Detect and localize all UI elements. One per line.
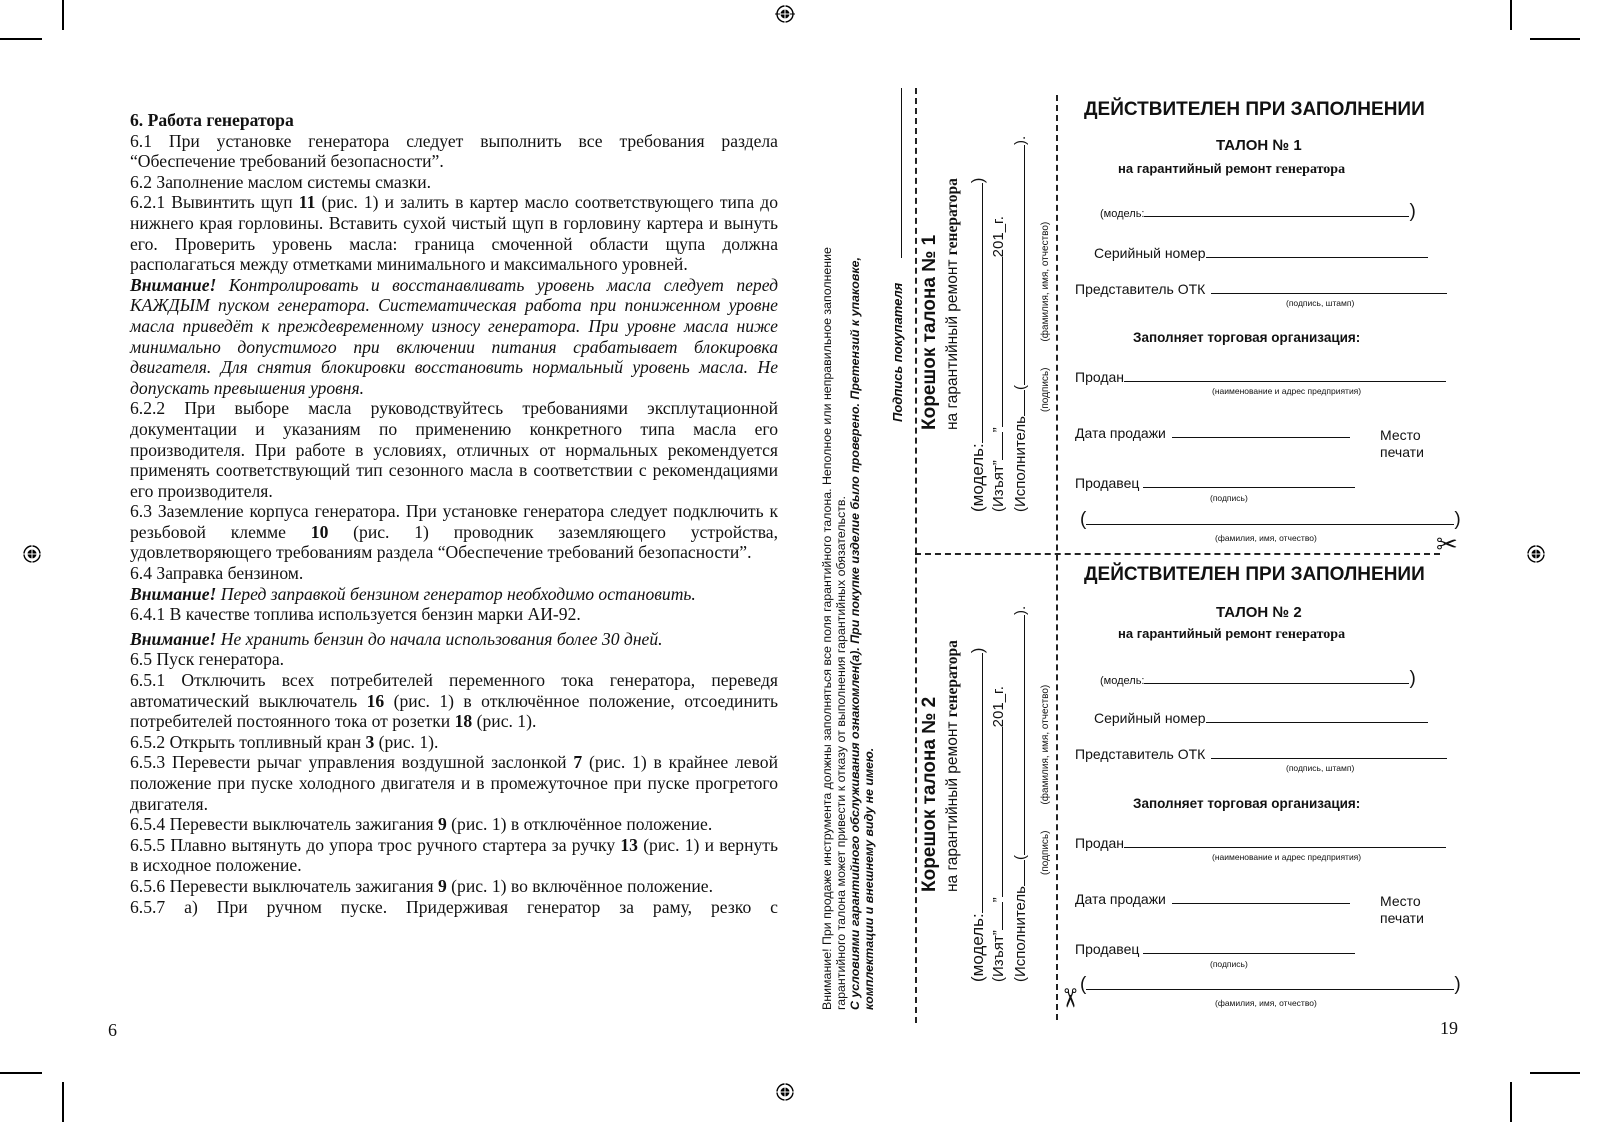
crop-mark — [62, 1082, 64, 1122]
paragraph — [130, 131, 778, 172]
buyer-signature-line — [901, 88, 902, 258]
stub-2-removed-row — [990, 686, 1007, 982]
stub-removed-label: (Изъят” — [990, 460, 1007, 512]
paragraph — [130, 835, 778, 876]
fill-line — [1211, 281, 1447, 294]
stamp-place — [1380, 427, 1424, 461]
stub-title: Корешок талона № 1 — [919, 234, 940, 430]
model-label: (модель: — [1100, 675, 1145, 687]
coupon-1 — [1060, 95, 1460, 550]
stub-quote: ” — [990, 427, 1007, 433]
otk-row — [1075, 746, 1447, 762]
crop-mark — [1530, 38, 1580, 40]
stub-1-model-row — [968, 178, 988, 512]
fill-line — [1012, 615, 1025, 855]
section-heading: 6. Работа генератора — [130, 110, 294, 130]
text: 6.2.1 Вывинтить щуп — [130, 192, 299, 213]
fio-open: ( — [1080, 509, 1087, 530]
warning-label: Внимание! — [130, 628, 217, 649]
sold-hint: (наименование и адрес предприятия) — [1212, 852, 1362, 862]
coupon-subtitle-product: генератора — [1275, 627, 1346, 642]
paragraph: 6.4 Заправка бензином. — [130, 563, 304, 584]
model-row — [1100, 201, 1416, 223]
fill-line — [1086, 512, 1454, 525]
otk-hint: (подпись, штамп) — [1286, 298, 1355, 308]
stamp-label: печати — [1380, 910, 1424, 926]
seller-row — [1075, 941, 1355, 957]
ref-number: 11 — [298, 192, 316, 213]
stub-model-label: (модель: — [968, 913, 987, 982]
ref-number: 13 — [620, 834, 638, 855]
stub-subtitle — [942, 640, 964, 892]
stub-model-close: ) — [968, 647, 987, 654]
coupon-header: ДЕЙСТВИТЕЛЕН ПРИ ЗАПОЛНЕНИИ — [1084, 99, 1425, 120]
ref-number: 10 — [310, 521, 329, 542]
fill-line — [1144, 671, 1409, 684]
crop-mark — [62, 0, 64, 30]
text: (рис. 1) проводник заземляющего устройства, удовлетворяющего требованиям раздела “Обеспечение требований безопасности”. — [130, 521, 779, 563]
stub-signature-hint: (подпись) — [1040, 367, 1051, 412]
warning-text: Перед заправкой бензином генератор необходимо остановить. — [216, 583, 696, 604]
stub-executor-paren: ( — [1012, 855, 1029, 861]
fio-row — [1080, 509, 1461, 531]
sale-date-label: Дата продажи — [1075, 891, 1166, 907]
coupon-header: ДЕЙСТВИТЕЛЕН ПРИ ЗАПОЛНЕНИИ — [1084, 564, 1425, 585]
fill-line — [1206, 710, 1428, 723]
paragraph — [130, 501, 778, 563]
stamp-label: Место — [1380, 427, 1421, 443]
stub-model-label: (модель: — [968, 443, 987, 512]
text: 6.5.4 Перевести выключатель зажигания — [130, 814, 438, 835]
sale-date-row — [1075, 891, 1350, 907]
model-close: ) — [1409, 668, 1416, 689]
fill-line — [1124, 835, 1446, 848]
ref-number: 18 — [454, 711, 473, 732]
stub-2-model-row — [968, 648, 988, 982]
warning-paragraph — [130, 275, 778, 399]
text: 6.5.6 Перевести выключатель зажигания — [130, 875, 438, 896]
registration-mark-icon — [775, 1082, 795, 1102]
text: (рис. 1) во включённое положение. — [446, 875, 713, 896]
seller-hint: (подпись) — [1210, 493, 1248, 503]
stub-1-removed-row — [990, 216, 1007, 512]
fill-line — [1144, 204, 1409, 217]
otk-label: Представитель ОТК — [1075, 746, 1206, 762]
serial-row — [1094, 710, 1428, 726]
cut-line — [915, 88, 917, 1023]
page-number-left: 6 — [108, 1020, 117, 1040]
stub-2 — [918, 640, 964, 892]
otk-label: Представитель ОТК — [1075, 281, 1206, 297]
crop-mark — [1510, 0, 1512, 30]
text: (рис. 1) в крайнее левой положение при пуске холодного двигателя и в промежуточное при пуске прогретого двигателя. — [130, 752, 778, 814]
model-close: ) — [1409, 201, 1416, 222]
fill-line — [1012, 145, 1025, 385]
fill-line — [1086, 977, 1454, 990]
fio-close: ) — [1454, 974, 1461, 995]
paragraph: 6.2 Заполнение маслом системы смазки. — [130, 171, 432, 192]
fill-line — [990, 432, 1003, 460]
paragraph — [130, 192, 778, 274]
stub-title: Корешок талона № 2 — [919, 696, 940, 892]
ref-number: 16 — [366, 690, 385, 711]
registration-mark-icon — [775, 4, 795, 24]
ref-number: 3 — [365, 731, 375, 752]
stub-model-close: ) — [968, 177, 987, 184]
seller-label: Продавец — [1075, 475, 1140, 491]
stub-subtitle-text: на гарантийный ремонт — [944, 255, 961, 430]
text: (рис. 1) в отключённое положение. — [446, 814, 713, 835]
stub-fio-hint: (фамилия, имя, отчество) — [1040, 684, 1051, 805]
coupon-2 — [1060, 562, 1460, 1017]
stub-1 — [918, 178, 964, 430]
seller-label: Продавец — [1075, 941, 1140, 957]
sale-date-label: Дата продажи — [1075, 425, 1166, 441]
sold-row — [1075, 835, 1446, 851]
fill-line — [1124, 369, 1446, 382]
crop-mark — [0, 1072, 42, 1074]
fill-line — [1206, 245, 1428, 258]
stub-executor-label: (Исполнитель — [1012, 886, 1029, 982]
fio-row — [1080, 974, 1461, 996]
warning-text: Не хранить бензин до начала использования более 30 дней. — [216, 628, 663, 649]
scissors-icon: ✂ — [1436, 530, 1458, 560]
stub-2-hints — [1040, 685, 1051, 875]
stub-subtitle-text: на гарантийный ремонт — [944, 717, 961, 892]
text: (рис. 1). — [374, 731, 439, 752]
paragraph: 6.4.1 В качестве топлива используется бензин марки АИ-92. — [130, 604, 581, 625]
stub-quote: ” — [990, 897, 1007, 903]
stub-2-executor-row — [1012, 606, 1029, 982]
stamp-label: Место — [1380, 893, 1421, 909]
paragraph: 6.5 Пуск генератора. — [130, 649, 285, 670]
fill-line — [990, 727, 1003, 897]
buyer-signature — [890, 283, 905, 422]
fill-line — [1172, 425, 1350, 438]
stub-executor-paren: ( — [1012, 385, 1029, 391]
sold-label: Продан — [1075, 369, 1125, 385]
left-page-text — [130, 110, 778, 917]
warning-paragraph — [130, 629, 778, 650]
fill-line — [990, 257, 1003, 427]
coupon-subtitle — [1118, 626, 1345, 643]
warranty-notice — [820, 247, 876, 1010]
sold-hint: (наименование и адрес предприятия) — [1212, 386, 1362, 396]
ref-number: 7 — [573, 752, 583, 773]
stub-1-hints — [1040, 222, 1051, 412]
paragraph — [130, 876, 778, 897]
notice-line: Внимание! При продаже инструмента должны заполняться все поля гарантийного талона. Неполное или неправильное заполнение — [820, 247, 834, 1010]
seller-row — [1075, 475, 1355, 491]
paragraph — [130, 732, 778, 753]
crop-mark — [1510, 1082, 1512, 1122]
fio-close: ) — [1454, 509, 1461, 530]
paragraph-text: 6.1 При установке генератора следует выполнить все требования раздела “Обеспечение требований безопасности”. — [130, 130, 778, 172]
paragraph — [130, 670, 778, 732]
text: 6.5.1 Отключить всех потребителей переменного тока генератора, переведя автоматический выключатель — [130, 670, 778, 711]
warning-text: Контролировать и восстанавливать уровень масла следует перед КАЖДЫМ пуском генератора. Систематическая работа при пониженном уровне масла приведёт к преждевременному износу генератора. При уровне масла ниже минимально допустимого при включении питания срабатывает блокировка двигателя. Для снятия блокировки восстановить нормальный уровень масла. Не допускать превышения уровня. — [130, 274, 778, 398]
stub-removed-label: (Изъят” — [990, 930, 1007, 982]
crop-mark — [1530, 1072, 1580, 1074]
sold-row — [1075, 369, 1446, 385]
fill-line — [1211, 746, 1447, 759]
scissors-icon: ✂ — [1053, 987, 1084, 1009]
stub-year: 201_г. — [990, 686, 1007, 728]
stub-subtitle — [942, 178, 964, 430]
stub-1-executor-row — [1012, 136, 1029, 512]
fill-line — [970, 183, 983, 443]
serial-label: Серийный номер — [1094, 245, 1206, 261]
text: 6.5.5 Плавно вытянуть до упора трос ручного стартера за ручку — [130, 834, 621, 855]
stub-fio-hint: (фамилия, имя, отчество) — [1040, 221, 1051, 342]
stub-subtitle-product: генератора — [944, 640, 961, 718]
registration-mark-icon — [1526, 544, 1546, 564]
otk-row — [1075, 281, 1447, 297]
cut-line — [1056, 95, 1058, 1020]
paragraph — [130, 814, 778, 835]
model-row — [1100, 668, 1416, 690]
fill-line — [1143, 475, 1355, 488]
text: 6.5.3 Перевести рычаг управления воздушной заслонкой — [130, 752, 574, 773]
fill-line — [1143, 941, 1355, 954]
otk-hint: (подпись, штамп) — [1286, 763, 1355, 773]
text: 6.3 Заземление корпуса генератора. При установке генератора следует подключить к резьбовой клемме — [130, 501, 778, 542]
crop-mark — [0, 38, 42, 40]
stub-executor-end: ). — [1012, 605, 1029, 616]
notice-line: С условиями гарантийного обслуживания ознакомлен(а). При покупке изделие было проверено. Претензий к упаковке, — [848, 257, 862, 1010]
warning-label: Внимание! — [130, 583, 217, 604]
paragraph: 6.5.7 а) При ручном пуске. Придерживая генератор за раму, резко с — [130, 896, 778, 917]
coupon-subtitle-text: на гарантийный ремонт — [1118, 626, 1276, 641]
stub-signature-hint: (подпись) — [1040, 830, 1051, 875]
text: (рис. 1) в отключённое положение, отсоединить потребителей постоянного тока от розетки — [130, 690, 778, 732]
coupon-subtitle-text: на гарантийный ремонт — [1118, 161, 1276, 176]
notice-line: комплектации и внешнему виду не имею. — [862, 747, 876, 1010]
serial-label: Серийный номер — [1094, 710, 1206, 726]
stamp-place — [1380, 893, 1424, 927]
serial-row — [1094, 245, 1428, 261]
registration-mark-icon — [22, 544, 42, 564]
fill-line — [1172, 891, 1350, 904]
coupon-title: ТАЛОН № 1 — [1216, 137, 1302, 154]
coupon-subtitle — [1118, 161, 1345, 178]
page-number-right: 19 — [1440, 1018, 1458, 1038]
stub-executor-end: ). — [1012, 135, 1029, 146]
fill-line — [1012, 390, 1025, 416]
warning-paragraph — [130, 584, 778, 605]
fio-open: ( — [1080, 974, 1087, 995]
paragraph — [130, 752, 778, 814]
ref-number: 9 — [437, 814, 447, 835]
seller-hint: (подпись) — [1210, 959, 1248, 969]
stub-subtitle-product: генератора — [944, 178, 961, 256]
ref-number: 9 — [437, 875, 447, 896]
fill-line — [970, 653, 983, 913]
coupon-title: ТАЛОН № 2 — [1216, 604, 1302, 621]
sold-label: Продан — [1075, 835, 1125, 851]
paragraph: 6.2.2 При выборе масла руководствуйтесь требованиями эксплутационной документации и указаниям по применению конкретного типа масла его производителя. При работе в условиях, отличных от нормальных рекомендуется применять соответствующий тип сезонного масла в соответствии с рекомендациями его производителя. — [130, 398, 778, 501]
stub-year: 201_г. — [990, 216, 1007, 258]
model-label: (модель: — [1100, 208, 1145, 220]
coupon-subtitle-product: генератора — [1275, 162, 1346, 177]
fio-hint: (фамилия, имя, отчество) — [1215, 998, 1317, 1008]
fio-hint: (фамилия, имя, отчество) — [1215, 533, 1317, 543]
trade-org-label: Заполняет торговая организация: — [1133, 330, 1361, 345]
cut-line — [915, 553, 1440, 555]
notice-line: гарантийного талона может привести к отказу от выполнения гарантийных обязательств. — [834, 496, 848, 1010]
sale-date-row — [1075, 425, 1350, 441]
text: (рис. 1) и вернуть в исходное положение. — [130, 834, 778, 876]
stub-executor-label: (Исполнитель — [1012, 416, 1029, 512]
buyer-signature-label: Подпись покупателя — [890, 282, 905, 422]
text: 6.5.2 Открыть топливный кран — [130, 731, 366, 752]
text: (рис. 1) и залить в картер масло соответствующего типа до нижнего края горловины. Вставить сухой чистый щуп в горловину картера и вынуть его. Проверить уровень масла: граница смоченной области щупа должна располагаться между отметками минимального и максимального уровней. — [130, 192, 778, 275]
warning-label: Внимание! — [130, 274, 217, 295]
fill-line — [990, 902, 1003, 930]
trade-org-label: Заполняет торговая организация: — [1133, 796, 1361, 811]
text: (рис. 1). — [472, 711, 537, 732]
fill-line — [1012, 860, 1025, 886]
stamp-label: печати — [1380, 444, 1424, 460]
